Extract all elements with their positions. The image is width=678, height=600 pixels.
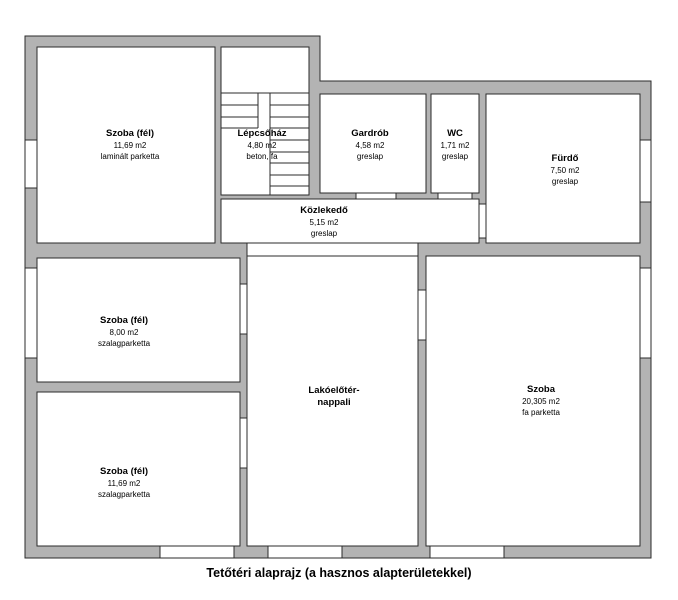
- window-bottom-1: [160, 546, 234, 558]
- door-szoba: [418, 290, 426, 340]
- door-kozlekedo-lakoeloter: [247, 243, 418, 256]
- window-right-1: [640, 140, 651, 202]
- label-szoba-fel-3-area: 11,69 m2: [107, 479, 141, 488]
- label-szoba-fel-1-area: 11,69 m2: [113, 141, 147, 150]
- label-szoba-fel-3-name: Szoba (fél): [99, 466, 149, 477]
- label-furdo-name: Fürdő: [551, 153, 579, 164]
- label-gardrob-floor: greslap: [356, 152, 384, 161]
- label-szoba-fel-1-name: Szoba (fél): [105, 128, 155, 139]
- window-left-1: [25, 140, 37, 188]
- label-lakoeloter-name-1: Lakóelőtér-: [308, 385, 360, 396]
- door-wc: [438, 193, 472, 199]
- window-right-2: [640, 268, 651, 358]
- label-kozlekedo-floor: greslap: [310, 229, 338, 238]
- label-szoba-area: 20,305 m2: [522, 397, 560, 406]
- label-szoba-name: Szoba: [527, 384, 555, 395]
- label-furdo-floor: greslap: [551, 177, 579, 186]
- label-szoba-fel-2-area: 8,00 m2: [109, 328, 139, 337]
- window-bottom-3: [430, 546, 504, 558]
- label-szoba-fel-3-floor: szalagparketta: [97, 490, 151, 499]
- window-left-2: [25, 268, 37, 358]
- door-furdo: [479, 204, 486, 238]
- label-gardrob-name: Gardrób: [351, 128, 389, 139]
- label-szoba-fel-2-floor: szalagparketta: [97, 339, 151, 348]
- label-lepcsohaz-area: 4,80 m2: [247, 141, 277, 150]
- label-lepcsohaz-floor: beton, fa: [246, 152, 278, 161]
- label-kozlekedo-area: 5,15 m2: [309, 218, 339, 227]
- label-lepcsohaz-name: Lépcsőház: [237, 128, 287, 139]
- window-bottom-2: [268, 546, 342, 558]
- room-lepcsohaz: [221, 47, 309, 195]
- door-gardrob: [356, 193, 396, 199]
- label-kozlekedo-name: Közlekedő: [300, 205, 348, 216]
- label-wc-area: 1,71 m2: [440, 141, 470, 150]
- label-szoba-floor: fa parketta: [522, 408, 560, 417]
- room-kozlekedo: [221, 199, 479, 243]
- label-furdo-area: 7,50 m2: [550, 166, 580, 175]
- label-wc-name: WC: [447, 128, 463, 139]
- door-szoba-fel-3: [240, 418, 247, 468]
- label-wc-floor: greslap: [441, 152, 469, 161]
- door-szoba-fel-2: [240, 284, 247, 334]
- label-szoba-fel-1-floor: laminált parketta: [100, 152, 160, 161]
- label-szoba-fel-2-name: Szoba (fél): [99, 315, 149, 326]
- label-gardrob-area: 4,58 m2: [355, 141, 385, 150]
- plan-caption: Tetőtéri alaprajz (a hasznos alapterületekkel): [206, 566, 472, 580]
- label-lakoeloter-name-2: nappali: [317, 397, 351, 408]
